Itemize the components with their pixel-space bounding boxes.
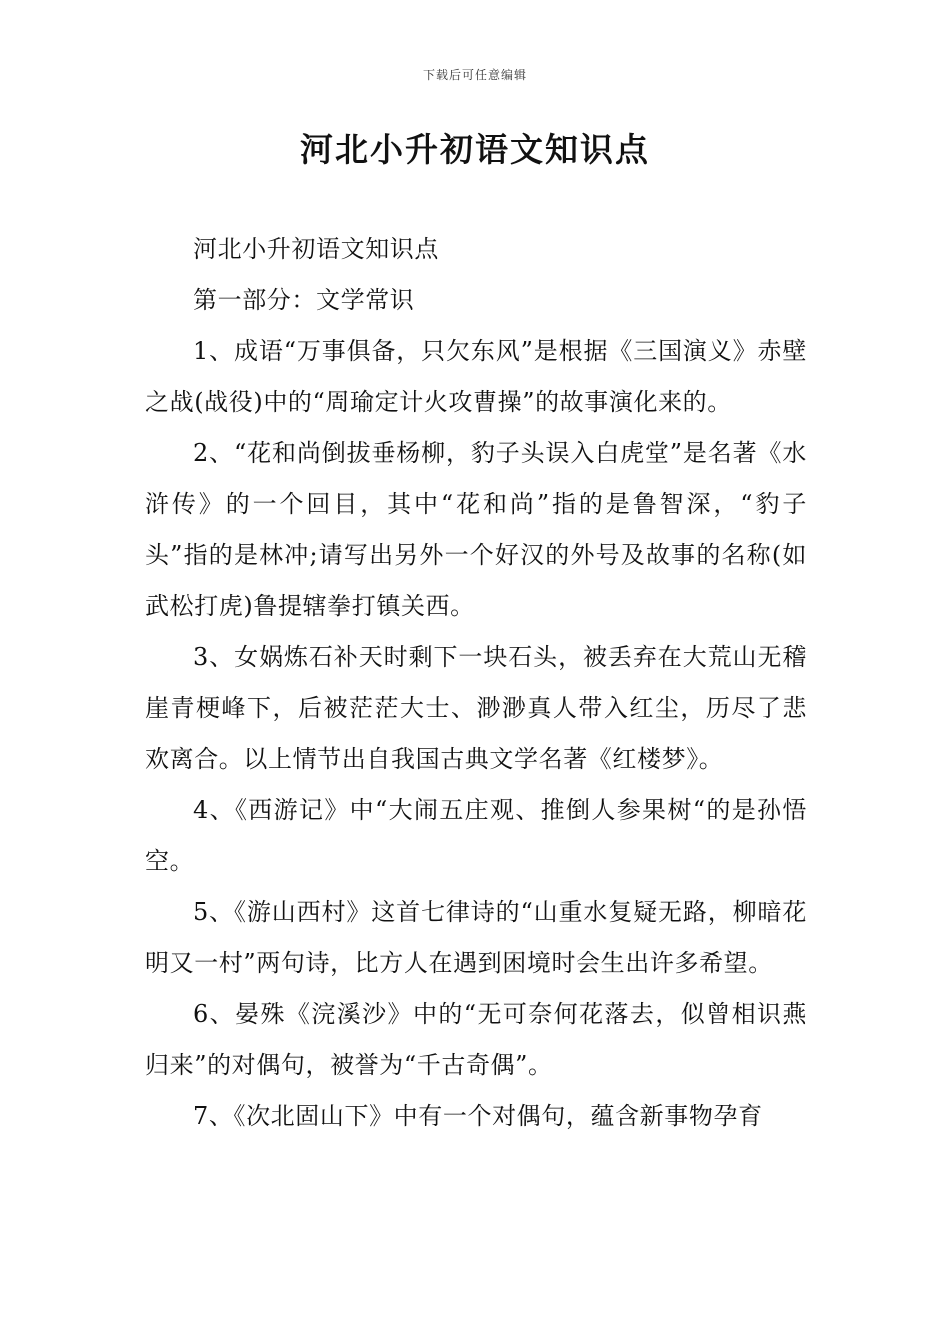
paragraph: 7、《次北固山下》中有一个对偶句，蕴含新事物孕育 (193, 1102, 763, 1130)
paragraph: 河北小升初语文知识点 (193, 235, 439, 263)
paragraph: 2、“花和尚倒拔垂杨柳，豹子头误入白虎堂”是名著《水浒传》的一个回目，其中“花和尚”指的是鲁智深，“豹子头”指的是林冲;请写出另外一个好汉的外号及故事的名称(如武松打虎)鲁提辖拳打镇关西。 (145, 439, 807, 620)
header-note: 下载后可任意编辑 (422, 68, 527, 82)
paragraph: 4、《西游记》中“大闹五庄观、推倒人参果树“的是孙悟空。 (145, 796, 807, 875)
paragraph: 5、《游山西村》这首七律诗的“山重水复疑无路，柳暗花明又一村”两句诗，比方人在遇到困境时会生出许多希望。 (145, 898, 807, 977)
document-title: 河北小升初语文知识点 (300, 130, 650, 169)
paragraph: 1、成语“万事俱备，只欠东风”是根据《三国演义》赤壁之战(战役)中的“周瑜定计火攻曹操”的故事演化来的。 (145, 337, 807, 416)
paragraph: 6、晏殊《浣溪沙》中的“无可奈何花落去，似曾相识燕归来”的对偶句，被誉为“千古奇偶”。 (145, 1000, 807, 1079)
paragraph: 第一部分：文学常识 (193, 286, 415, 314)
paragraph: 3、女娲炼石补天时剩下一块石头，被丢弃在大荒山无稽崖青梗峰下，后被茫茫大士、渺渺真人带入红尘，历尽了悲欢离合。以上情节出自我国古典文学名著《红楼梦》。 (145, 643, 807, 773)
document-body (145, 224, 807, 1142)
